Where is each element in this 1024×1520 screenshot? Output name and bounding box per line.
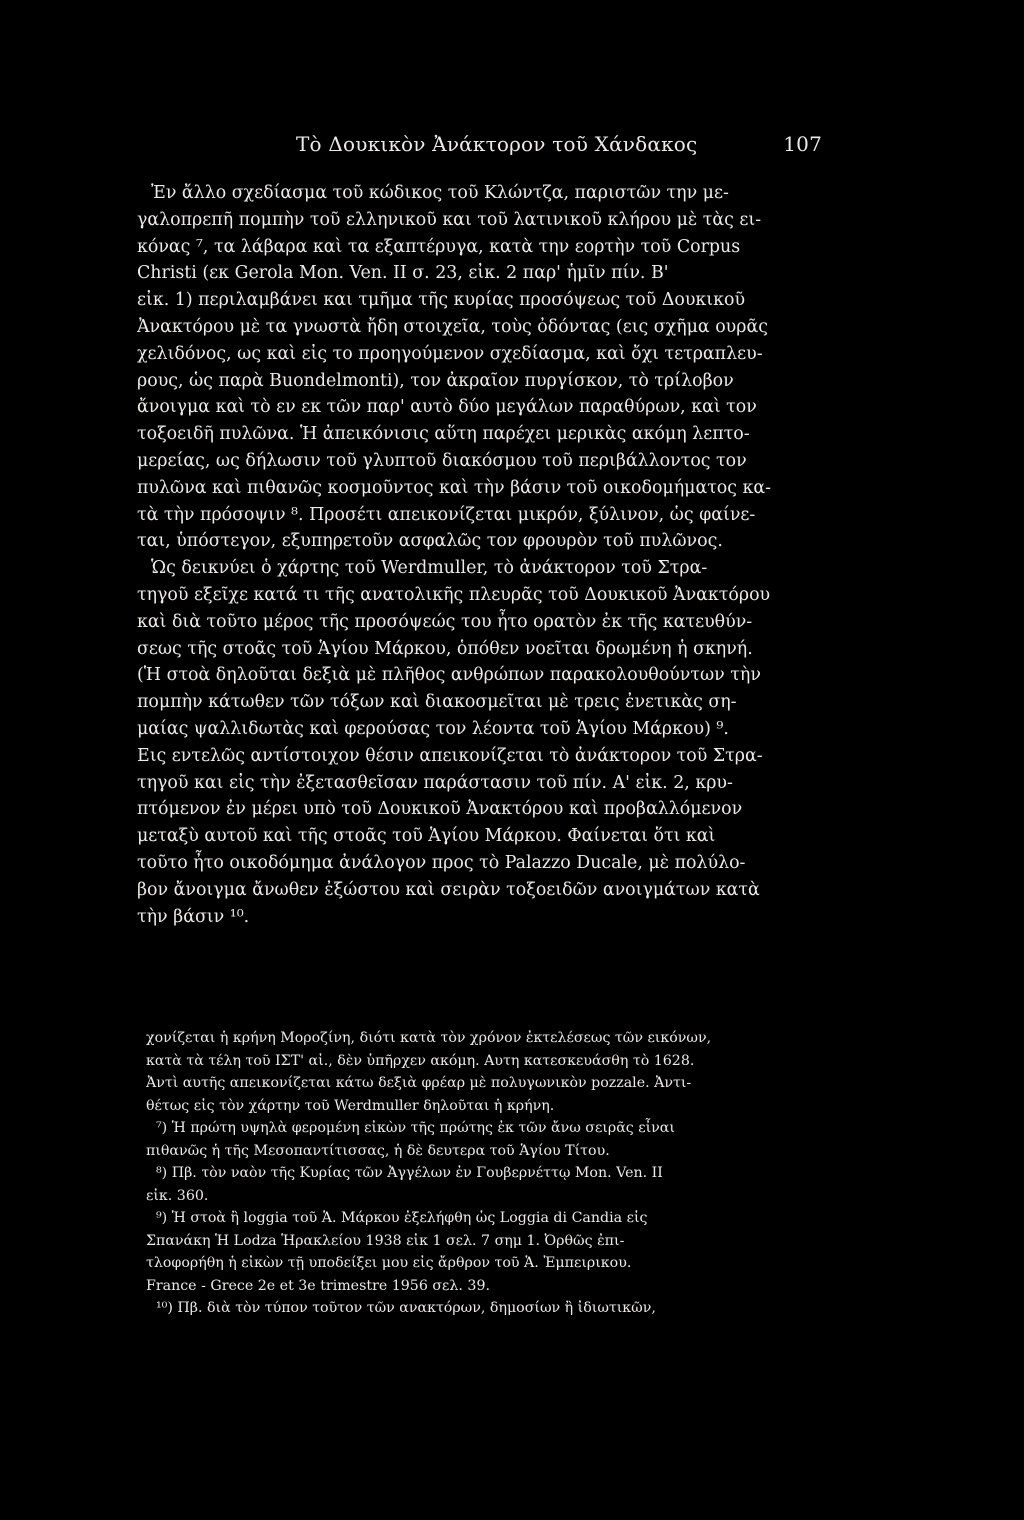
footnote-line: France - Grece 2e et 3e trimestre 1956 σελ. 39. [146,1277,490,1294]
text-line: μαίας ψαλλιδωτὰς καὶ φερούσας τον λέοντα τοῦ Ἁγίου Μάρκου) ⁹. [137,718,729,739]
text-line: μερείας, ως δήλωσιν τοῦ γλυπτοῦ διακόσμου τοῦ περιβάλλοντος τον [137,450,747,471]
page-number: 107 [783,132,822,156]
text-line: σεως τῆς στοᾶς τοῦ Ἁγίου Μάρκου, ὁπόθεν νοεῖται δρωμένη ἡ σκηνή. [137,638,753,659]
text-line: (Ἡ στοὰ δηλοῦται δεξιὰ μὲ πλῆθος ανθρώπων παρακολουθούντων τὴν [137,665,761,686]
text-line: βον ἄνοιγμα ἄνωθεν ἐξώστου καὶ σειρὰν τοξοειδῶν ανοιγμάτων κατὰ [137,879,760,900]
text-line: εἰκ. 1) περιλαμβάνει και τμῆμα τῆς κυρίας προσόψεως τοῦ Δουκικοῦ [137,290,746,311]
text-line: τοξοειδῆ πυλῶνα. Ἡ ἀπεικόνισις αὕτη παρέχει μερικὰς ακόμη λεπτο- [137,424,750,445]
text-line: πτόμενον ἐν μέρει υπὸ τοῦ Δουκικοῦ Ἀνακτόρου καὶ προβαλλόμενον [137,799,743,820]
footnote-line: ⁹) Ἡ στοὰ ἢ loggia τοῦ Ἁ. Μάρκου ἐξελήφθη ὡς Loggia di Candia εἰς [156,1210,648,1226]
text-line: Christi (εκ Gerola Mon. Ven. II σ. 23, εἰκ. 2 παρ' ἡμῖν πίν. Β' [137,263,669,284]
text-line: Εις εντελῶς αντίστοιχον θέσιν απεικονίζεται τὸ ἀνάκτορον τοῦ Στρα- [137,745,763,766]
footnote-line: κατὰ τὰ τέλη τοῦ ΙΣΤ' αἰ., δὲν ὑπῆρχεν ακόμη. Αυτη κατεσκευάσθη τὸ 1628. [146,1052,695,1069]
text-line: μεταξὺ αυτοῦ καὶ τῆς στοᾶς τοῦ Ἁγίου Μάρκου. Φαίνεται ὅτι καὶ [137,826,716,847]
text-line: χελιδόνος, ως καὶ εἰς το προηγούμενον σχεδίασμα, καὶ ὄχι τετραπλευ- [137,343,763,364]
footnote-line: ⁸) Πβ. τὸν ναὸν τῆς Κυρίας τῶν Ἀγγέλων ἐν Γουβερνέττῳ Mon. Ven. II [156,1165,663,1181]
text-line: ρους, ὡς παρὰ Buondelmonti), τον ἀκραῖον πυργίσκον, τὸ τρίλοβον [137,370,734,391]
footnote-line: εἰκ. 360. [146,1187,209,1204]
footnote-line: πιθανῶς ἡ τῆς Μεσοπαντίτισσας, ἡ δὲ δευτερα τοῦ Ἁγίου Τίτου. [146,1142,610,1159]
text-line: Ὡς δεικνύει ὁ χάρτης τοῦ Werdmuller, τὸ ἀνάκτορον τοῦ Στρα- [151,558,708,579]
footnote-line: θέτως εἰς τὸν χάρτην τοῦ Werdmuller δηλοῦται ἡ κρήνη. [146,1097,555,1114]
text-line: τηγοῦ και εἰς τὴν ἐξετασθεῖσαν παράστασιν τοῦ πίν. Α' εἰκ. 2, κρυ- [137,772,733,793]
footnote-line: τλοφορήθη ἡ εἰκὼν τῇ υποδείξει μου εἰς ἄρθρον τοῦ Ἁ. Ἐμπειρικου. [146,1255,632,1271]
text-line: γαλοπρεπῆ πομπὴν τοῦ ελληνικοῦ και τοῦ λατινικοῦ κλήρου μὲ τὰς ει- [137,209,762,230]
text-line: τὰ τὴν πρόσοψιν ⁸. Προσέτι απεικονίζεται μικρόν, ξύλινον, ὡς φαίνε- [137,504,756,525]
footnote-line: Ἀντὶ αυτῆς απεικονίζεται κάτω δεξιὰ φρέαρ μὲ πολυγωνικὸν pozzale. Ἀντι- [146,1075,692,1091]
text-line: ἄνοιγμα καὶ τὸ εν εκ τῶν παρ' αυτὸ δύο μεγάλων παραθύρων, καὶ τον [137,397,757,418]
footnote-line: χονίζεται ἡ κρήνη Μοροζίνη, διότι κατὰ τὸν χρόνον ἐκτελέσεως τῶν εικόνων, [146,1030,712,1046]
text-line: τοῦτο ἦτο οικοδόμημα ἀνάλογον προς τὸ Palazzo Ducale, μὲ πολύλο- [137,852,746,873]
text-line: τηγοῦ εξεῖχε κατά τι τῆς ανατολικῆς πλευρᾶς τοῦ Δουκικοῦ Ἀνακτόρου [137,584,771,605]
footnote-line: Σπανάκη Ἡ Lodza Ἡρακλείου 1938 εἰκ 1 σελ. 7 σημ 1. Ὀρθῶς ἐπι- [146,1232,625,1249]
text-line: τὴν βάσιν ¹⁰. [137,906,250,927]
text-line: κόνας ⁷, τα λάβαρα καὶ τα εξαπτέρυγα, κατὰ την εορτὴν τοῦ Corpus [137,236,741,257]
text-line: Ἀνακτόρου μὲ τα γνωστὰ ἤδη στοιχεῖα, τοὺς ὀδόντας (εις σχῆμα ουρᾶς [137,316,768,337]
footnote-line: ⁷) Ἡ πρώτη υψηλὰ φερομένη εἰκὼν τῆς πρώτης ἐκ τῶν ἄνω σειρᾶς εἶναι [156,1120,675,1136]
footnote-line: ¹⁰) Πβ. διὰ τὸν τύπον τοῦτον τῶν ανακτόρων, δημοσίων ἢ ἰδιωτικῶν, [156,1300,656,1316]
main-text [137,180,817,930]
text-line: ται, ὑπόστεγον, εξυπηρετοῦν ασφαλῶς τον φρουρὸν τοῦ πυλῶνος. [137,531,723,552]
text-line: καὶ διὰ τοῦτο μέρος τῆς προσόψεώς του ἦτο ορατὸν ἐκ τῆς κατευθύν- [137,611,753,632]
footnotes [146,1027,814,1320]
text-line: πομπὴν κάτωθεν τῶν τόξων καὶ διακοσμεῖται μὲ τρεις ἐνετικὰς ση- [137,692,737,713]
text-line: πυλῶνα καὶ πιθανῶς κοσμοῦντος καὶ τὴν βάσιν τοῦ οικοδομήματος κα- [137,477,772,498]
text-line: Ἐν ἄλλο σχεδίασμα τοῦ κώδικος τοῦ Κλώντζα, παριστῶν την με- [151,183,729,203]
running-title: Τὸ Δουκικὸν Ἀνάκτορον τοῦ Χάνδακος [296,132,698,156]
